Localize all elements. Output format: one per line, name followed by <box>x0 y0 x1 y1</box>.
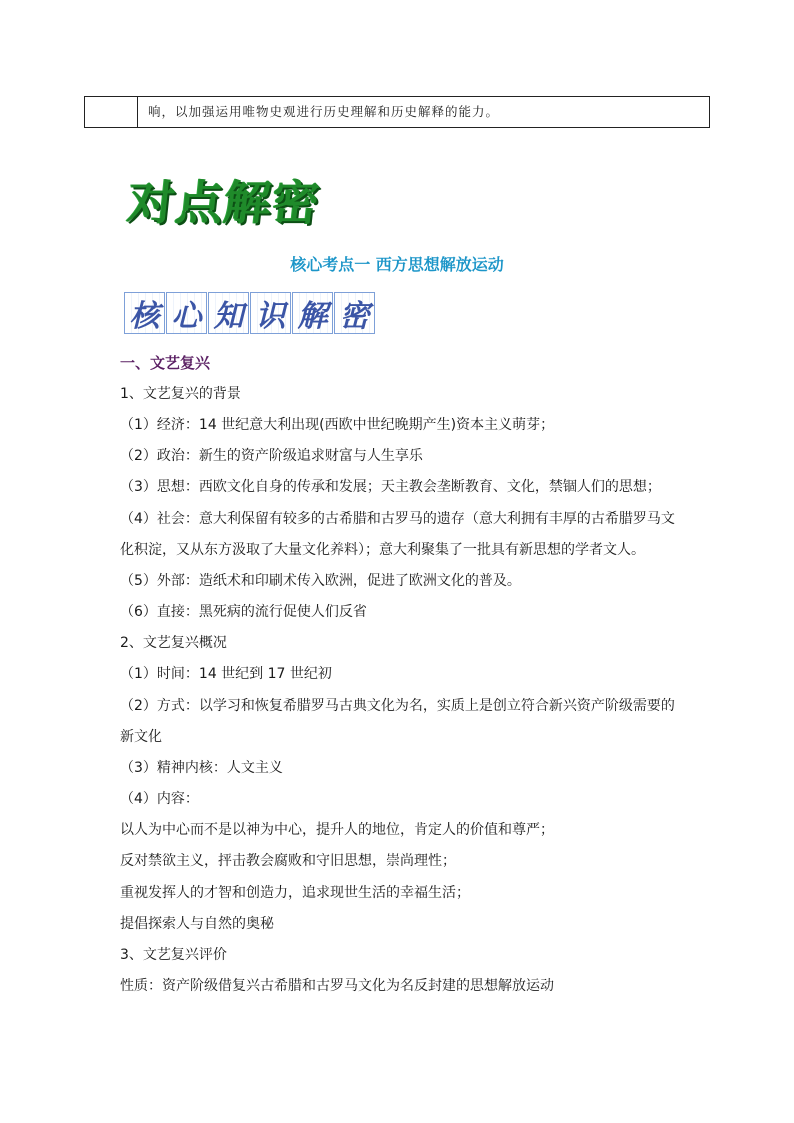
objectives-table <box>84 96 710 128</box>
body-line: （1）经济：14 世纪意大利出现(西欧中世纪晚期产生)资本主义萌芽； <box>120 417 555 433</box>
body-line: （1）时间：14 世纪到 17 世纪初 <box>120 666 332 682</box>
body-line: 以人为中心而不是以神为中心，提升人的地位，肯定人的价值和尊严； <box>120 822 554 838</box>
subheading-evaluation: 3、文艺复兴评价 <box>120 947 227 963</box>
body-line: （4）社会：意大利保留有较多的古希腊和古罗马的遗存（意大利拥有丰厚的古希腊罗马文 <box>120 511 675 527</box>
body-line: 化积淀，又从东方汲取了大量文化养料）；意大利聚集了一批具有新思想的学者文人。 <box>120 542 645 558</box>
subheading-overview: 2、文艺复兴概况 <box>120 635 227 651</box>
body-line: 新文化 <box>120 729 162 745</box>
body-line: （3）精神内核：人文主义 <box>120 760 283 776</box>
subheading-background: 1、文艺复兴的背景 <box>120 386 241 402</box>
table-cell-text: 响，以加强运用唯物史观进行历史理解和历史解释的能力。 <box>148 104 500 119</box>
knowledge-banner-char: 心 <box>166 292 207 334</box>
body-line: （4）内容： <box>120 791 199 807</box>
body-line: （3）思想：西欧文化自身的传承和发展；天主教会垄断教育、文化，禁锢人们的思想； <box>120 479 661 495</box>
knowledge-banner-char: 知 <box>208 292 249 334</box>
knowledge-banner-char: 识 <box>250 292 291 334</box>
knowledge-banner-char: 核 <box>124 292 165 334</box>
body-line: 性质：资产阶级借复兴古希腊和古罗马文化为名反封建的思想解放运动 <box>120 978 554 994</box>
body-line: （2）政治：新生的资产阶级追求财富与人生享乐 <box>120 448 423 464</box>
knowledge-banner <box>124 292 376 336</box>
knowledge-banner-char: 密 <box>334 292 375 334</box>
knowledge-banner-char: 解 <box>292 292 333 334</box>
body-line: 重视发挥人的才智和创造力，追求现世生活的幸福生活； <box>120 885 470 901</box>
body-line: （2）方式：以学习和恢复希腊罗马古典文化为名，实质上是创立符合新兴资产阶级需要的 <box>120 698 675 714</box>
section-heading: 一、文艺复兴 <box>120 354 211 372</box>
body-line: （5）外部：造纸术和印刷术传入欧洲，促进了欧洲文化的普及。 <box>120 573 521 589</box>
section-title: 核心考点一 西方思想解放运动 <box>290 255 504 274</box>
table-cell-empty <box>85 97 138 127</box>
body-line: （6）直接：黑死病的流行促使人们反省 <box>120 604 367 620</box>
body-line: 反对禁欲主义，抨击教会腐败和守旧思想，崇尚理性； <box>120 853 456 869</box>
body-line: 提倡探索人与自然的奥秘 <box>120 916 274 932</box>
banner-title: 对点解密 <box>125 176 323 231</box>
